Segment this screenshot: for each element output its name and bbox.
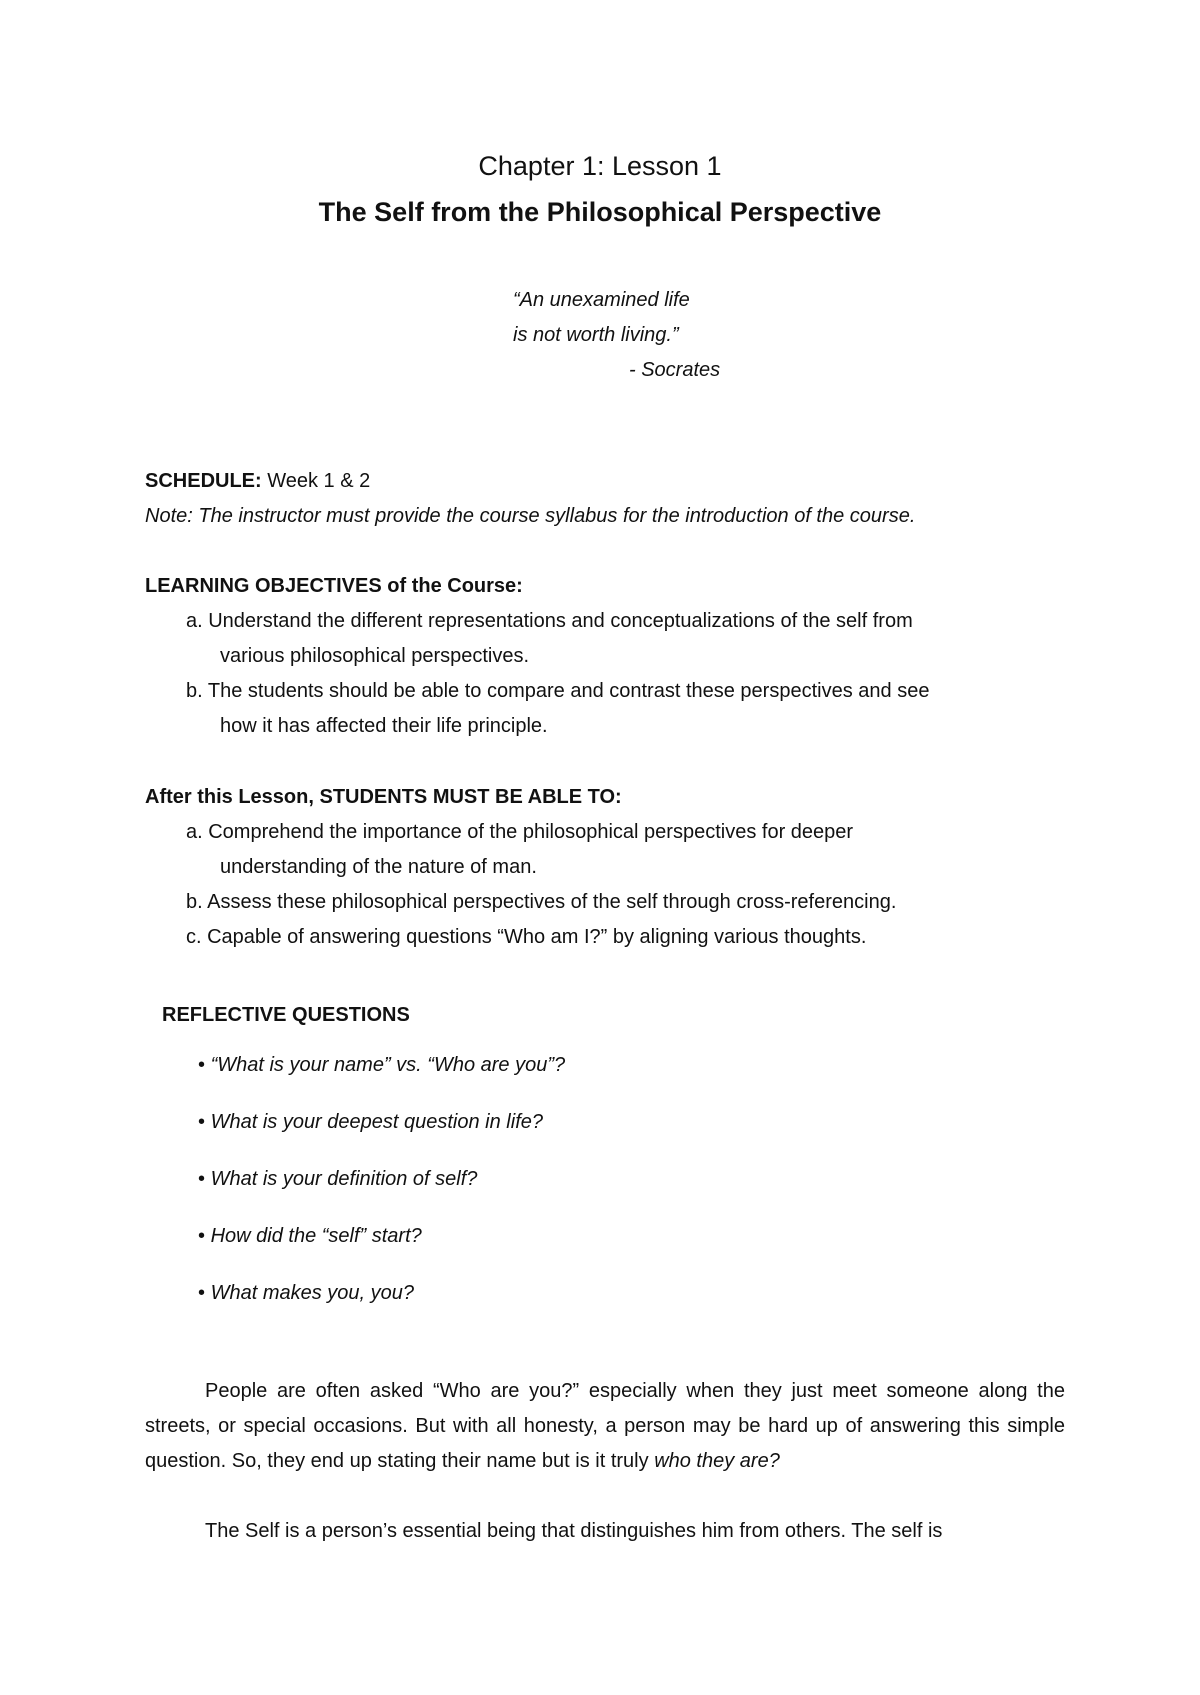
bullet: • [198, 1111, 206, 1133]
reflective-question-2 [198, 1110, 543, 1134]
lesson-objective-a-line1: a. Comprehend the importance of the philosophical perspectives for deeper [186, 821, 854, 843]
reflective-heading: REFLECTIVE QUESTIONS [162, 1004, 410, 1026]
course-objective-b-line1: b. The students should be able to compare and contrast these perspectives and see [186, 680, 930, 702]
schedule-value: Week 1 & 2 [261, 470, 371, 492]
chapter-heading: Chapter 1: Lesson 1 [478, 151, 722, 181]
paragraph-2-text: The Self is a person’s essential being that distinguishes him from others. The self is [205, 1520, 943, 1542]
lesson-objective-b: b. Assess these philosophical perspectives of the self through cross-referencing. [186, 891, 897, 913]
paragraph-1-text: People are often asked “Who are you?” especially when they just meet someone along the streets, or special occasions. But with all honesty, a person may be hard up of answering this simple question. So, they end up stating their name but is it truly [145, 1380, 1065, 1472]
bullet: • [198, 1225, 206, 1247]
quote-author: - Socrates [629, 359, 721, 381]
body-paragraph-2 [145, 1514, 1065, 1549]
question-text: What is your deepest question in life? [210, 1111, 543, 1133]
question-text: How did the “self” start? [210, 1225, 422, 1247]
question-text: “What is your name” vs. “Who are you”? [210, 1054, 566, 1076]
course-objective-a-line1: a. Understand the different representations and conceptualizations of the self from [186, 610, 913, 632]
lesson-objective-a-line2: understanding of the nature of man. [220, 856, 537, 878]
course-objective-a-line2: various philosophical perspectives. [220, 645, 530, 667]
body-paragraph-1 [145, 1374, 1065, 1479]
bullet: • [198, 1054, 206, 1076]
paragraph-1-emphasis: who they are? [654, 1450, 780, 1472]
reflective-question-3 [198, 1167, 477, 1191]
bullet: • [198, 1282, 206, 1304]
bullet: • [198, 1168, 206, 1190]
lesson-objective-c: c. Capable of answering questions “Who am I?” by aligning various thoughts. [186, 926, 867, 948]
question-text: What is your definition of self? [210, 1168, 478, 1190]
quote-line-1: “An unexamined life [513, 289, 690, 311]
quote-line-2: is not worth living.” [513, 324, 679, 346]
reflective-question-1 [198, 1053, 565, 1077]
course-objectives-heading: LEARNING OBJECTIVES of the Course: [145, 575, 523, 597]
schedule-label: SCHEDULE: [145, 470, 262, 492]
question-text: What makes you, you? [210, 1282, 415, 1304]
lesson-objectives-heading: After this Lesson, STUDENTS MUST BE ABLE TO: [145, 786, 622, 808]
reflective-question-5 [198, 1281, 414, 1305]
schedule-line [145, 469, 370, 493]
schedule-note: Note: The instructor must provide the course syllabus for the introduction of the course. [145, 505, 916, 527]
reflective-question-4 [198, 1224, 422, 1248]
course-objective-b-line2: how it has affected their life principle. [220, 715, 548, 737]
lesson-title: The Self from the Philosophical Perspective [318, 197, 882, 227]
